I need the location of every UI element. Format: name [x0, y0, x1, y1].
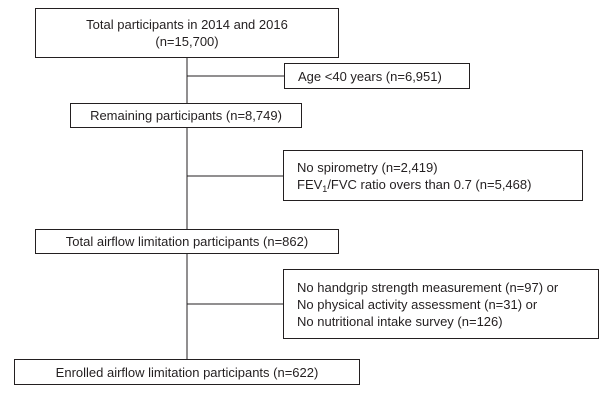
enrolled-participants-text: Enrolled airflow limitation participants (n=622)	[55, 364, 319, 380]
enrolled-participants-box	[14, 359, 360, 385]
measurement-exclusion-box	[283, 269, 599, 339]
airflow-limitation-text: Total airflow limitation participants (n=862)	[65, 234, 309, 249]
airflow-limitation-box	[35, 229, 339, 254]
no-physical-activity-text: No physical activity assessment (n=31) or	[297, 296, 538, 312]
remaining-participants-text: Remaining participants (n=8,749)	[90, 108, 282, 123]
age-exclusion-box	[284, 63, 470, 89]
fev1-subscript: 1	[322, 183, 328, 194]
age-exclusion-text: Age <40 years (n=6,951)	[298, 68, 442, 84]
total-participants-box	[35, 8, 339, 58]
spirometry-exclusion-box	[283, 150, 583, 201]
total-participants-label: Total participants in 2014 and 2016	[86, 17, 288, 32]
no-handgrip-text: No handgrip strength measurement (n=97) or	[297, 279, 559, 295]
no-spirometry-text: No spirometry (n=2,419)	[297, 159, 438, 175]
no-nutritional-intake-text: No nutritional intake survey (n=126)	[297, 313, 503, 329]
fev1-suffix: /FVC ratio overs than 0.7 (n=5,468)	[327, 176, 532, 192]
total-participants-count: (n=15,700)	[155, 34, 219, 49]
fev1-fvc-ratio-text	[297, 176, 531, 193]
remaining-participants-box	[70, 103, 302, 128]
fev1-prefix: FEV	[297, 176, 323, 192]
